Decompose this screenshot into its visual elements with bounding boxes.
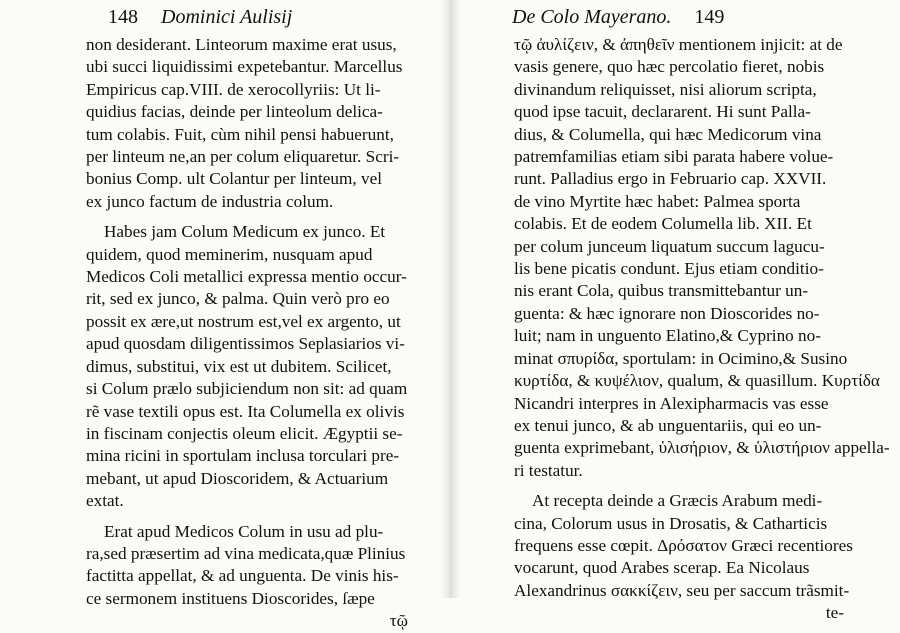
text-line: factitta appellat, & ad unguenta. De vinis his-	[86, 566, 399, 586]
text-line: runt. Palladius ergo in Februario cap. XXVII.	[514, 169, 827, 189]
text-line: ex junco factum de industria colum.	[86, 191, 334, 211]
text-line: quidius facias, deinde per linteolum delica-	[86, 102, 383, 122]
text-line: extat.	[86, 491, 124, 511]
right-running-head	[512, 6, 742, 29]
text-line: lis bene picatis condunt. Ejus etiam conditio-	[514, 259, 824, 279]
text-line: tum colabis. Fuit, cùm nihil pensi habuerunt,	[86, 124, 394, 144]
text-line: per colum junceum liquatum succum lagucu-	[514, 236, 825, 256]
text-line: si Colum prælo subjiciendum non sit: ad quam	[86, 379, 408, 399]
text-line: bonius Comp. ult Colantur per linteum, vel	[86, 169, 382, 189]
text-line: ex tenui junco, & ab unguentariis, qui eo un-	[514, 415, 822, 435]
left-page	[0, 0, 450, 631]
text-line: dimus, substitui, vix est ut dubitem. Scilicet,	[86, 356, 392, 376]
text-line: in fiscinam conjectis oleum elicit. Ægyptii se-	[86, 423, 403, 443]
text-line: per linteum ne,an per colum eliquaretur. Scri-	[86, 147, 400, 167]
right-running-title: De Colo Mayerano.	[512, 6, 672, 28]
text-line: Alexandrinus σακκίζειν, seu per saccum trãsmit-	[514, 580, 850, 600]
left-page-number: 148	[108, 6, 138, 28]
text-line: ri testatur.	[514, 460, 583, 480]
right-body-text	[514, 34, 890, 625]
text-line: possit ex ære,ut nostrum est,vel ex argento, ut	[86, 311, 401, 331]
right-page	[452, 0, 900, 623]
text-line: ce sermonem instituens Dioscorides, ſæpe	[86, 588, 375, 608]
text-line: divinandum reliquisset, nisi aliorum scripta,	[514, 79, 817, 99]
left-body-text	[86, 34, 416, 633]
text-line: ubi succi liquidissimi expetebantur. Marcellus	[86, 57, 403, 77]
text-line: κυρτίδα, & κυψέλιον, qualum, & quasillum. Κυρτίδα	[514, 371, 880, 391]
text-line: quod ipse tacuit, declararent. Hi sunt Palla-	[514, 102, 811, 122]
left-running-title: Dominici Aulisij	[161, 6, 293, 28]
text-line: dius, & Columella, qui hæc Medicorum vina	[514, 124, 822, 144]
text-line: Habes jam Colum Medicum ex junco. Et	[104, 222, 386, 242]
text-line: guenta: & hæc ignorare non Dioscorides no-	[514, 303, 820, 323]
text-line: Erat apud Medicos Colum in usu ad plu-	[104, 521, 384, 541]
right-page-number: 149	[694, 6, 725, 28]
text-line: nis erant Cola, quibus transmittebantur un-	[514, 281, 809, 301]
text-line: de vino Myrtite hæc habet: Palmea sporta	[514, 191, 801, 211]
text-line: rit, sed ex junco, & palma. Quin verò pro eo	[86, 289, 390, 309]
text-line: mebant, ut apud Dioscoridem, & Actuarium	[86, 468, 389, 488]
text-line: mina ricini in sportulam inclusa torculari pre-	[86, 446, 400, 466]
text-line: quidem, quod meminerim, nusquam apud	[86, 244, 373, 264]
text-line: At recepta deinde a Græcis Arabum medi-	[532, 491, 823, 511]
text-line: τῷ ἀυλίζειν, & ἀπηθεῖν mentionem injicit: at de	[514, 35, 843, 54]
text-line: vocarunt, quod Arabes scerap. Ea Nicolaus	[514, 558, 810, 578]
text-line: Empiricus cap.VIII. de xerocollyriis: Ut li-	[86, 79, 381, 99]
catchword: τῷ	[389, 611, 408, 631]
text-line: colabis. Et de eodem Columella lib. XII. Et	[514, 214, 812, 234]
text-line: Nicandri interpres in Alexipharmacis vas esse	[514, 393, 829, 413]
text-line: minat σπυρίδα, sportulam: in Ocimino,& Susino	[514, 348, 848, 368]
text-line: frequens esse cœpit. Δρόσατον Græci recentiores	[514, 535, 853, 555]
text-line: apud quosdam diligentissimos Seplasiarios vi-	[86, 334, 405, 354]
text-line: rẽ vase textili opus est. Ita Columella ex olivis	[86, 401, 405, 421]
catchword: te-	[825, 603, 844, 623]
text-line: cina, Colorum usus in Drosatis, & Catharticis	[514, 513, 828, 533]
text-line: vasis genere, quo hæc percolatio fieret, nobis	[514, 57, 825, 77]
text-line: non desiderant. Linteorum maxime erat usus,	[86, 35, 397, 54]
text-line: patremfamilias etiam sibi parata habere volue-	[514, 147, 834, 167]
text-line: guenta exprimebant, ὑλισήριον, & ὑλιστήριον appella-	[514, 438, 890, 458]
left-running-head	[90, 6, 292, 29]
text-line: ra,sed præsertim ad vina medicata,quæ Plinius	[86, 543, 406, 563]
text-line: luit; nam in unguento Elatino,& Cyprino no-	[514, 326, 821, 346]
text-line: Medicos Coli metallici expressa mentio occur-	[86, 267, 407, 287]
